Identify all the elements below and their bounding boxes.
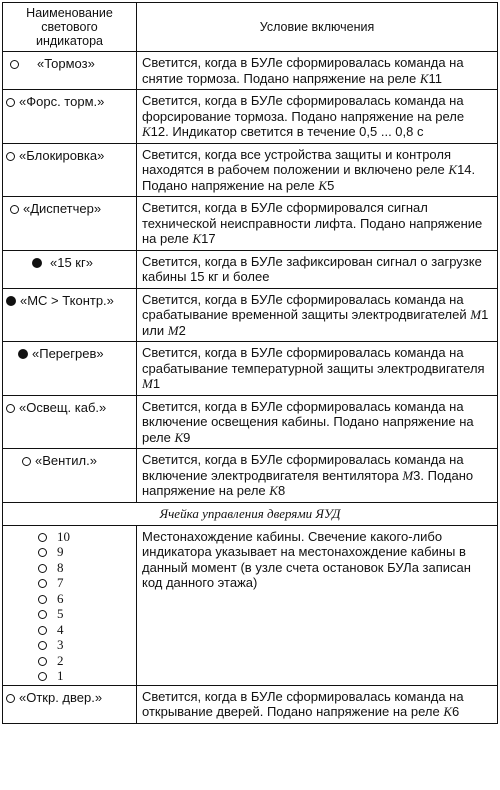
condition-text: K xyxy=(192,231,202,246)
table-row xyxy=(3,90,498,144)
condition-text: Светится, когда все устройства защиты и контроля находятся в рабочем положении и включено реле xyxy=(142,146,451,177)
circle-icon xyxy=(6,694,15,703)
floor-number: 5 xyxy=(57,606,64,621)
condition-text: 12. Индикатор светится в течение 0,5 ... 0,8 с xyxy=(150,124,424,139)
filled-circle-icon xyxy=(18,349,28,359)
indicator-cell xyxy=(3,52,137,90)
section-title: Ячейка управления дверями ЯУД xyxy=(3,502,498,525)
indicator-cell xyxy=(3,90,137,144)
condition-text: Светится, когда в БУЛе сформировалась команда на включение освещения кабины. Подано напряжение на реле xyxy=(142,398,474,445)
indicator-cell xyxy=(3,685,137,723)
indicator-name: «Форс. торм.» xyxy=(19,94,105,109)
condition-text: 3. Подано напряжение на реле xyxy=(142,467,474,498)
circle-icon xyxy=(38,564,47,573)
section-row xyxy=(3,502,498,525)
indicator-name: «Откр. двер.» xyxy=(19,689,103,705)
condition-cell xyxy=(137,52,498,90)
condition-text: K xyxy=(419,70,429,86)
circle-icon xyxy=(38,533,47,542)
table-header-row xyxy=(3,3,498,52)
table-row xyxy=(3,395,498,449)
condition-cell xyxy=(137,197,498,251)
condition-text: M xyxy=(470,307,482,322)
condition-text: 2 xyxy=(178,322,186,338)
circle-icon xyxy=(6,404,15,413)
floor-number: 1 xyxy=(57,668,64,683)
table-row xyxy=(3,197,498,251)
floor-number: 8 xyxy=(57,559,64,575)
circle-icon xyxy=(38,641,47,650)
condition-text: M xyxy=(167,322,179,338)
condition-text: Светится, когда в БУЛе сформировалась команда на снятие тормоза. Подано напряжение на реле xyxy=(142,55,464,86)
circle-icon xyxy=(38,672,47,681)
floor-item xyxy=(38,653,135,669)
condition-cell xyxy=(137,288,498,342)
condition-text: Светится, когда в БУЛе сформировалась команда на форсирование тормоза. Подано напряжение на реле xyxy=(142,93,465,124)
header-condition: Условие включения xyxy=(137,3,498,52)
floor-item xyxy=(38,529,135,545)
floor-item xyxy=(38,591,135,607)
indicator-name: «Диспетчер» xyxy=(23,201,102,216)
indicator-name: «Блокировка» xyxy=(19,147,105,163)
floor-number: 6 xyxy=(57,590,64,606)
floor-number: 2 xyxy=(57,652,64,668)
indicator-table xyxy=(2,2,498,724)
condition-text: M xyxy=(142,376,153,391)
floor-item xyxy=(38,560,135,576)
floor-item xyxy=(38,606,135,622)
table-row xyxy=(3,250,498,288)
floor-number: 4 xyxy=(57,621,64,637)
indicator-cell xyxy=(3,449,137,503)
condition-cell xyxy=(137,395,498,449)
indicator-cell xyxy=(3,342,137,396)
condition-text: M xyxy=(402,467,414,483)
filled-circle-icon xyxy=(32,258,42,268)
indicator-cell xyxy=(3,288,137,342)
table-row xyxy=(3,449,498,503)
floor-list xyxy=(4,527,135,684)
table-row xyxy=(3,143,498,197)
indicator-cell xyxy=(3,395,137,449)
condition-text: 17 xyxy=(201,231,216,246)
floor-number: 3 xyxy=(57,637,64,652)
circle-icon xyxy=(38,548,47,557)
condition-text: 1 или xyxy=(142,307,489,338)
condition-text: 6 xyxy=(452,704,460,719)
header-indicator-name: Наименование светового индикатора xyxy=(3,3,137,52)
condition-text: Светится, когда в БУЛе сформировалась команда на включение электродвигателя вентилятора xyxy=(142,452,464,483)
condition-text: K xyxy=(443,704,453,719)
condition-cell xyxy=(137,250,498,288)
floor-item xyxy=(38,622,135,638)
circle-icon xyxy=(6,98,15,107)
circle-icon xyxy=(10,60,19,69)
floor-item xyxy=(38,544,135,560)
indicator-name: «Освещ. каб.» xyxy=(19,399,107,415)
circle-icon xyxy=(38,610,47,619)
circle-icon xyxy=(10,205,19,214)
condition-cell: Местонахождение кабины. Свечение какого-либо индикатора указывает на местонахождение кабины в данный момент (в узле счета остановок БУЛа записан код данного этажа) xyxy=(137,525,498,685)
indicator-cell xyxy=(3,250,137,288)
floor-number: 9 xyxy=(57,544,64,559)
table-row xyxy=(3,525,498,685)
floor-indicators-cell xyxy=(3,525,137,685)
indicator-name: «Перегрев» xyxy=(32,346,104,361)
indicator-name: «15 кг» xyxy=(50,254,93,270)
indicator-name: «Тормоз» xyxy=(37,56,95,71)
condition-cell xyxy=(137,685,498,723)
filled-circle-icon xyxy=(6,296,16,306)
condition-text: 9 xyxy=(183,429,191,445)
condition-text: 11 xyxy=(428,70,443,86)
condition-cell xyxy=(137,449,498,503)
condition-text: 14. Подано напряжение на реле xyxy=(142,162,476,193)
condition-text: Светится, когда в БУЛе зафиксирован сигнал о загрузке кабины 15 кг и более xyxy=(142,253,482,284)
condition-text: K xyxy=(269,483,278,498)
floor-number: 10 xyxy=(57,528,70,544)
table-row xyxy=(3,52,498,90)
condition-text: Светится, когда в БУЛе сформировалась команда на срабатывание временной защиты электродвигателей xyxy=(142,291,471,322)
condition-cell xyxy=(137,143,498,197)
floor-item xyxy=(38,575,135,591)
indicator-name: «Вентил.» xyxy=(35,453,97,468)
circle-icon xyxy=(38,657,47,666)
condition-text: Светится, когда в БУЛе сформировался сигнал технической неисправности лифта. Подано напряжение на реле xyxy=(142,200,483,246)
circle-icon xyxy=(38,626,47,635)
table-row xyxy=(3,342,498,396)
circle-icon xyxy=(38,579,47,588)
condition-text: 8 xyxy=(277,483,286,498)
condition-text: K xyxy=(142,124,151,139)
table-body xyxy=(3,52,498,724)
floor-number: 7 xyxy=(57,575,64,590)
condition-cell xyxy=(137,342,498,396)
indicator-cell xyxy=(3,143,137,197)
table-row xyxy=(3,288,498,342)
condition-text: K xyxy=(174,429,184,445)
condition-text: Светится, когда в БУЛе сформировалась команда на срабатывание температурной защиты электродвигателя xyxy=(142,345,485,376)
floor-item xyxy=(38,637,135,653)
indicator-cell xyxy=(3,197,137,251)
condition-text: 5 xyxy=(327,177,335,193)
circle-icon xyxy=(6,152,15,161)
condition-text: 1 xyxy=(152,376,161,391)
condition-text: K xyxy=(318,177,328,193)
table-row xyxy=(3,685,498,723)
indicator-name: «МС > Тконтр.» xyxy=(20,292,114,308)
floor-item xyxy=(38,668,135,684)
condition-cell xyxy=(137,90,498,144)
circle-icon xyxy=(22,457,31,466)
circle-icon xyxy=(38,595,47,604)
condition-text: K xyxy=(448,162,458,177)
condition-text: Светится, когда в БУЛе сформировалась команда на открывание дверей. Подано напряжение на реле xyxy=(142,688,464,719)
